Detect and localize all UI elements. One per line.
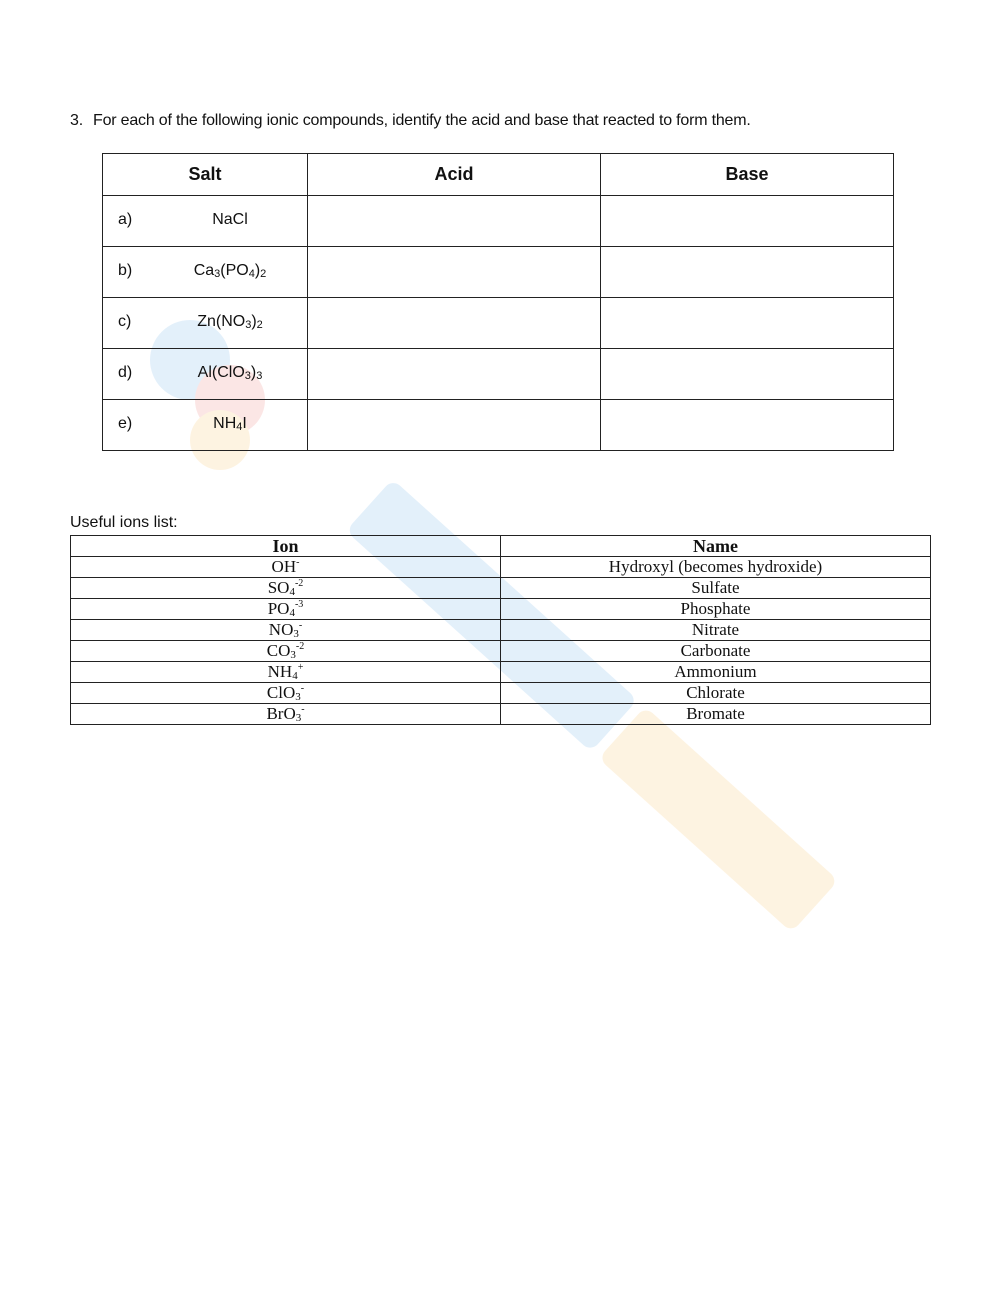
row-letter: b) [118,262,133,279]
salt-cell [103,400,308,451]
salt-formula [103,313,307,331]
useful-ions-label: Useful ions list: [70,514,178,531]
row-letter: a) [118,211,133,228]
base-answer-cell[interactable] [601,196,894,247]
ion-name: Hydroxyl (becomes hydroxide) [501,557,931,578]
name-header: Name [501,536,931,557]
ion-header: Ion [71,536,501,557]
ion-formula [71,683,501,704]
ion-formula [71,620,501,641]
formula-part: 4 [289,607,295,619]
formula-part: 3 [214,268,221,280]
formula-part: 3 [295,691,301,703]
ion-name: Bromate [501,704,931,725]
formula-part: Al(ClO [197,364,245,381]
ion-name: Chlorate [501,683,931,704]
acid-answer-cell[interactable] [308,196,601,247]
acid-answer-cell[interactable] [308,400,601,451]
ion-formula [71,641,501,662]
row-letter: c) [118,313,132,330]
ion-formula [71,578,501,599]
formula-part: SO [267,578,290,597]
salt-cell [103,196,308,247]
formula-part: 4 [248,268,255,280]
ion-row [71,683,931,704]
formula-part: 4 [236,421,243,433]
question-prompt [70,112,751,130]
ion-row [71,662,931,683]
salt-row [103,349,894,400]
formula-part: - [298,620,303,631]
formula-part: + [297,662,304,673]
ion-name: Carbonate [501,641,931,662]
acid-answer-cell[interactable] [308,298,601,349]
base-header: Base [601,154,894,196]
salt-row [103,196,894,247]
ion-row [71,578,931,599]
formula-part: (PO [220,262,249,279]
formula-part: Zn(NO [197,313,246,330]
formula-part: 2 [260,268,267,280]
ion-name: Ammonium [501,662,931,683]
row-letter: e) [118,415,133,432]
base-answer-cell[interactable] [601,298,894,349]
ions-table [70,535,931,725]
ion-formula [71,599,501,620]
salt-formula [103,211,307,229]
formula-part: NaCl [212,211,248,228]
acid-header: Acid [308,154,601,196]
salt-cell [103,298,308,349]
formula-part: -3 [294,599,304,610]
ions-table-header [71,536,931,557]
formula-part: 2 [256,319,263,331]
formula-part: -2 [294,578,304,589]
ion-name: Phosphate [501,599,931,620]
formula-part: BrO [266,704,296,723]
formula-part: ) [251,313,257,330]
salt-cell [103,349,308,400]
formula-part: I [242,415,247,432]
base-answer-cell[interactable] [601,400,894,451]
ion-formula [71,662,501,683]
ion-name: Sulfate [501,578,931,599]
acid-answer-cell[interactable] [308,349,601,400]
formula-part: ) [254,262,261,279]
ion-row [71,557,931,578]
formula-part: ) [250,364,257,381]
salt-row [103,298,894,349]
formula-part: CO [266,641,291,660]
question-number: 3. [70,112,83,129]
formula-part: PO [267,599,290,618]
salt-row [103,400,894,451]
formula-part: - [296,557,300,568]
formula-part: Ca [193,262,215,279]
salt-table [102,153,894,451]
formula-part: -2 [295,641,305,652]
formula-part: 4 [289,586,295,598]
base-answer-cell[interactable] [601,247,894,298]
salt-formula [103,262,307,280]
ion-formula [71,557,501,578]
formula-part: 3 [244,370,251,382]
formula-part: NH [213,415,237,432]
salt-formula [103,364,307,382]
formula-part: 3 [245,319,252,331]
base-answer-cell[interactable] [601,349,894,400]
formula-part: - [301,704,305,715]
ion-row [71,704,931,725]
ion-row [71,620,931,641]
formula-part: NH [267,662,293,681]
formula-part: 3 [295,712,302,724]
formula-part: 3 [293,628,299,640]
salt-header: Salt [103,154,308,196]
salt-cell [103,247,308,298]
formula-part: NO [268,620,294,639]
ion-row [71,599,931,620]
question-text: For each of the following ionic compounds, identify the acid and base that reacted to form them. [93,112,751,129]
formula-part: 3 [256,370,263,382]
salt-row [103,247,894,298]
formula-part: 4 [292,670,298,682]
salt-table-header [103,154,894,196]
formula-part: OH [271,557,297,576]
ion-name: Nitrate [501,620,931,641]
ion-formula [71,704,501,725]
formula-part: 3 [290,649,296,661]
salt-formula [103,415,307,433]
row-letter: d) [118,364,133,381]
formula-part: - [300,683,305,694]
acid-answer-cell[interactable] [308,247,601,298]
formula-part: ClO [266,683,296,702]
ion-row [71,641,931,662]
